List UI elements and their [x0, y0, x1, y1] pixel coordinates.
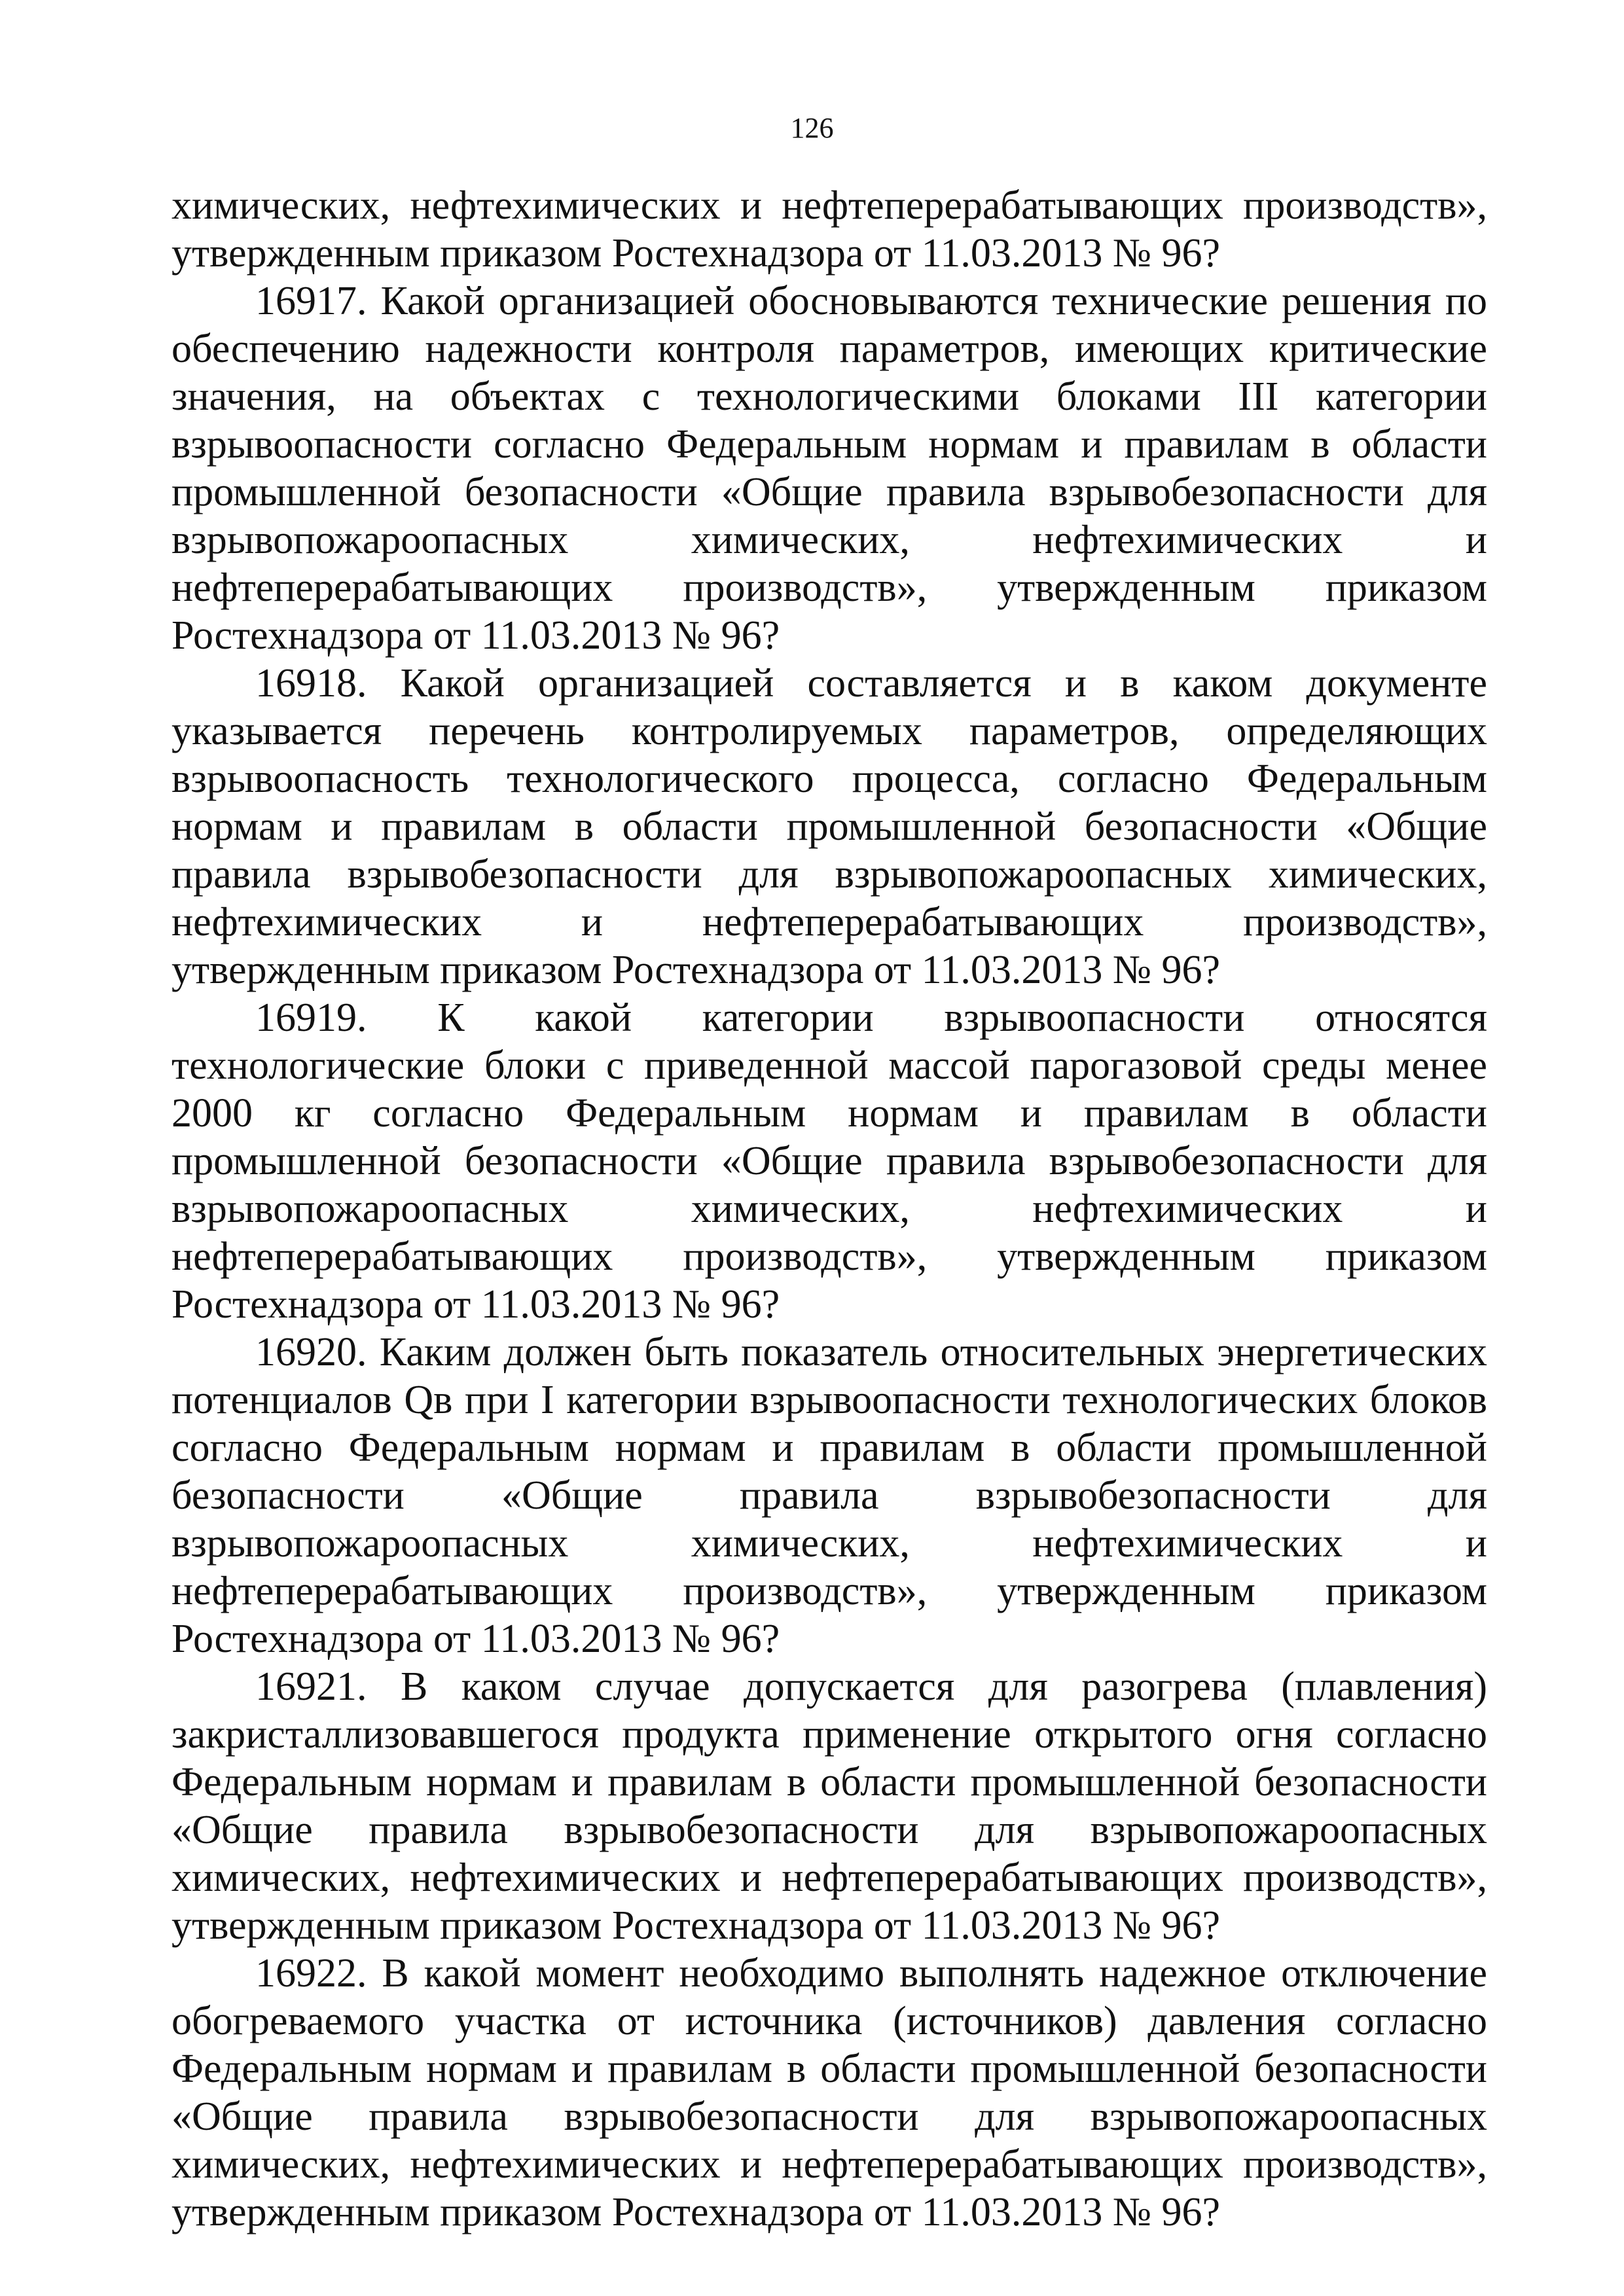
page-number: 126 — [790, 112, 834, 144]
question-text: В каком случае допускается для разогрева (плавления) закристаллизовавшегося продукта применение открытого огня согласно Федеральным нормам и правилам в области промышленной безопасности «Общие правила взрывобезопасности для взрывопожароопасных химических, нефтехимических и нефтеперерабатывающих производств», утвержденным приказом Ростехнадзора от 11.03.2013 № 96? — [171, 1664, 1488, 1948]
question-16922 — [171, 1950, 1487, 2236]
question-16921 — [171, 1663, 1487, 1950]
question-number: 16917. — [255, 279, 367, 323]
question-16920 — [171, 1329, 1487, 1663]
question-text: В какой момент необходимо выполнять надежное отключение обогреваемого участка от источника (источников) давления согласно Федеральным нормам и правилам в области промышленной безопасности «Общие правила взрывобезопасности для взрывопожароопасных химических, нефтехимических и нефтеперерабатывающих производств», утвержденным приказом Ростехнадзора от 11.03.2013 № 96? — [171, 1951, 1488, 2234]
question-16917 — [171, 278, 1487, 660]
question-text: К какой категории взрывоопасности относятся технологические блоки с приведенной массой парогазовой среды менее 2000 кг согласно Федеральным нормам и правилам в области промышленной безопасности «Общие правила взрывобезопасности для взрывопожароопасных химических, нефтехимических и нефтеперерабатывающих производств», утвержденным приказом Ростехнадзора от 11.03.2013 № 96? — [171, 996, 1487, 1327]
question-number: 16918. — [255, 661, 367, 706]
document-body — [171, 182, 1487, 2236]
paragraph-text: химических, нефтехимических и нефтеперерабатывающих производств», утвержденным приказом Ростехнадзора от 11.03.2013 № 96? — [171, 183, 1487, 276]
question-number: 16919. — [255, 996, 367, 1040]
question-number: 16922. — [255, 1951, 367, 1996]
question-number: 16920. — [255, 1330, 367, 1374]
question-text: Какой организацией обосновываются технические решения по обеспечению надежности контроля параметров, имеющих критические значения, на объектах с технологическими блоками III категории взрывоопасности согласно Федеральным нормам и правилам в области промышленной безопасности «Общие правила взрывобезопасности для взрывопожароопасных химических, нефтехимических и нефтеперерабатывающих производств», утвержденным приказом Ростехнадзора от 11.03.2013 № 96? — [171, 279, 1487, 658]
paragraph-continuation — [171, 182, 1487, 278]
question-number: 16921. — [255, 1664, 367, 1709]
question-16919 — [171, 994, 1487, 1329]
question-text: Какой организацией составляется и в каком документе указывается перечень контролируемых параметров, определяющих взрывоопасность технологического процесса, согласно Федеральным нормам и правилам в области промышленной безопасности «Общие правила взрывобезопасности для взрывопожароопасных химических, нефтехимических и нефтеперерабатывающих производств», утвержденным приказом Ростехнадзора от 11.03.2013 № 96? — [171, 661, 1487, 992]
question-16918 — [171, 660, 1487, 994]
question-text: Каким должен быть показатель относительных энергетических потенциалов Qв при I категории взрывоопасности технологических блоков согласно Федеральным нормам и правилам в области промышленной безопасности «Общие правила взрывобезопасности для взрывопожароопасных химических, нефтехимических и нефтеперерабатывающих производств», утвержденным приказом Ростехнадзора от 11.03.2013 № 96? — [171, 1330, 1487, 1661]
